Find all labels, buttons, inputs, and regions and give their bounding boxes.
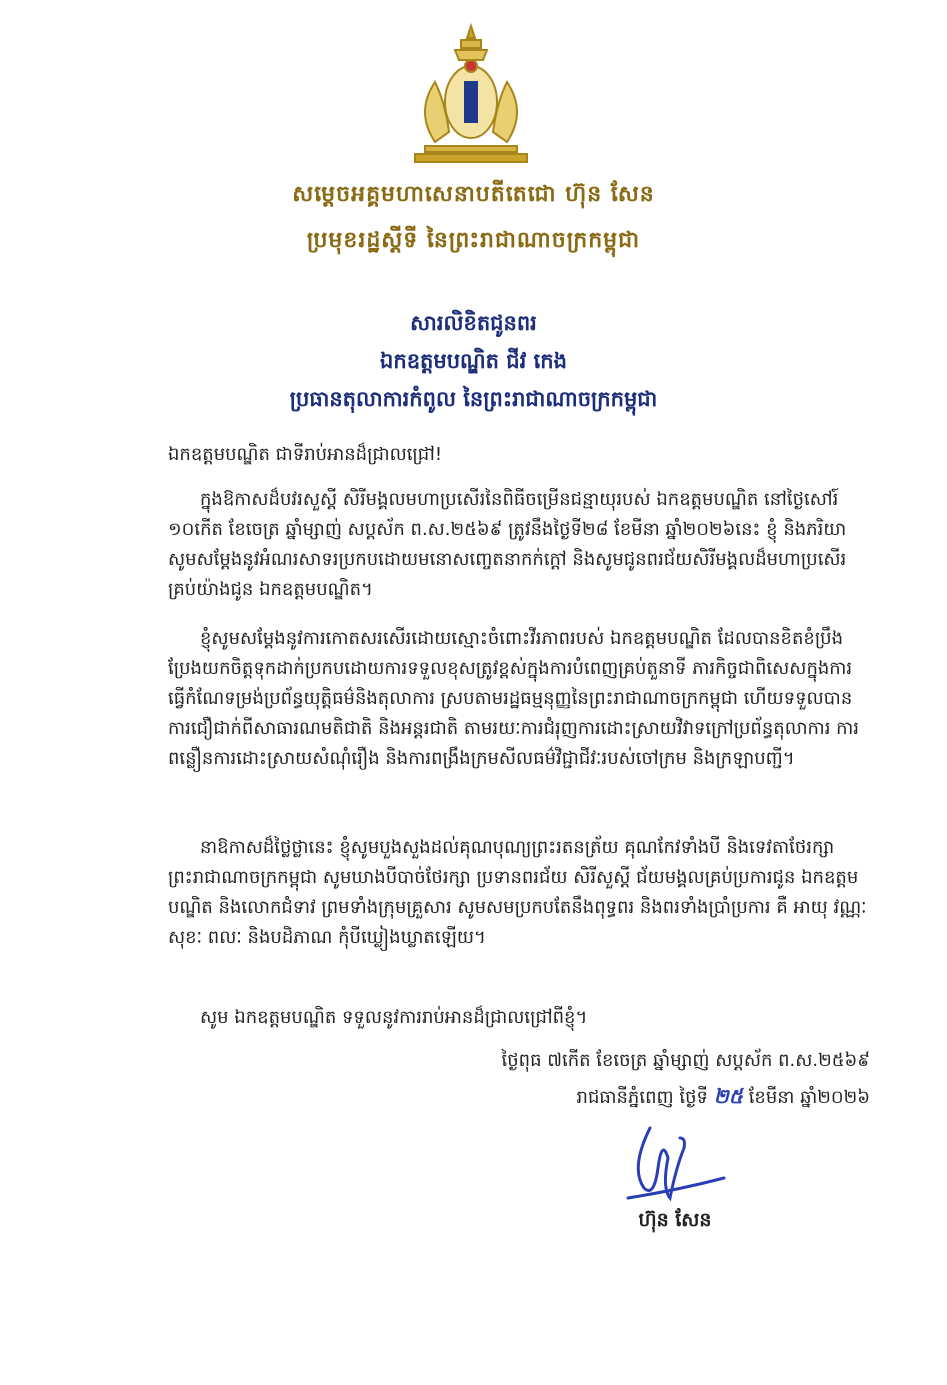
handwritten-day: ២៥ [713, 1084, 743, 1108]
paragraph-3: នាឱកាសដ៏ថ្លៃថ្លានេះ ខ្ញុំសូមបួងសួងដល់គុណបុណ្យព្រះរតនត្រ័យ គុណកែវទាំងបី និងទេវតាថែរក្សាព្រះរាជាណាចក្រកម្ពុជា សូមឃាងបីបាច់ថែរក្សា ប្រទានពរជ័យ សិរីសួស្តី ជ័យមង្គលគ្រប់ប្រការជូន ឯកឧត្តមបណ្ឌិត និងលោកជំទាវ ព្រមទាំងក្រុមគ្រួសារ សូមសមប្រកបតែនឹងពុទ្ធពរ និងពរទាំងប្រាំប្រការ គឺ អាយុ វណ្ណៈ សុខៈ ពលៈ និងបដិភាណ កុំបីឃ្លៀងឃ្លាតឡើយ។ [168, 837, 867, 948]
salutation: ឯកឧត្តមបណ្ឌិត ជាទីរាប់អានដ៏ជ្រាលជ្រៅ! [168, 444, 443, 465]
sender-title-line-1: សម្តេចអគ្គមហាសេនាបតីតេជោ ហ៊ុន សែន [292, 182, 655, 207]
royal-coat-of-arms-icon [395, 22, 547, 174]
place-prefix: រាជធានីភ្នំពេញ ថ្ងៃទី [576, 1087, 708, 1108]
place-and-date [400, 1083, 870, 1113]
sender-title-line-2: ប្រមុខរដ្ឋស្តីទី នៃព្រះរាជាណាចក្រកម្ពុជា [306, 228, 641, 253]
recipient-name: ឯកឧត្តមបណ្ឌិត ជីវ កេង [380, 349, 567, 373]
signature-icon [620, 1118, 730, 1208]
signatory-name: ហ៊ុន សែន [638, 1209, 712, 1231]
paragraph-2: ខ្ញុំសូមសម្តែងនូវការកោតសរសើរដោយស្មោះចំពោះវីរភាពរបស់ ឯកឧត្តមបណ្ឌិត ដែលបានខិតខំប្រឹងប្រែងយកចិត្តទុកដាក់ប្រកបដោយការទទួលខុសត្រូវខ្ពស់ក្នុងការបំពេញគ្រប់តួនាទី ភារកិច្ចជាពិសេសក្នុងការធ្វើកំណែទម្រង់ប្រព័ន្ធយុត្តិធម៌និងតុលាការ ស្របតាមរដ្ឋធម្មនុញ្ញនៃព្រះរាជាណាចក្រកម្ពុជា ហើយទទួលបានការជឿជាក់ពីសាធារណមតិជាតិ និងអន្តរជាតិ តាមរយៈការជំរុញការដោះស្រាយវិវាទក្រៅប្រព័ន្ធតុលាការ ការពន្លឿនការដោះស្រាយសំណុំរឿង និងការពង្រឹងក្រមសីលធម៌វិជ្ជាជីវៈរបស់ចៅក្រម និងក្រឡាបញ្ជី។ [168, 628, 859, 769]
closing-paragraph: សូម ឯកឧត្តមបណ្ឌិត ទទួលនូវការរាប់អានដ៏ជ្រាលជ្រៅពីខ្ញុំ។ [200, 1007, 588, 1028]
letter-title: សារលិខិតជូនពរ [410, 311, 537, 335]
place-suffix: ខែមីនា ឆ្នាំ២០២៦ [748, 1087, 870, 1108]
recipient-position: ប្រធានតុលាការកំពូល នៃព្រះរាជាណាចក្រកម្ពុជា [289, 387, 658, 411]
lunar-date: ថ្ងៃពុធ ៧កើត ខែចេត្រ ឆ្នាំម្សាញ់ សប្តស័ក ព.ស.២៥៦៩ [501, 1050, 870, 1071]
paragraph-1: ក្នុងឱកាសដ៏បវរសួស្តី សិរីមង្គលមហាប្រសើរនៃពិធីចម្រើនជន្មាយុរបស់ ឯកឧត្តមបណ្ឌិត នៅថ្ងៃសៅរ៍ ១០កើត ខែចេត្រ ឆ្នាំម្សាញ់ សប្តស័ក ព.ស.២៥៦៩ ត្រូវនឹងថ្ងៃទី២៨ ខែមីនា ឆ្នាំ២០២៦នេះ ខ្ញុំ និងភរិយា សូមសម្តែងនូវអំណរសាទរប្រកបដោយមនោសញ្ចេតនាកក់ក្តៅ និងសូមជូនពរជ័យសិរីមង្គលដ៏មហាប្រសើរគ្រប់យ៉ាងជូន ឯកឧត្តមបណ្ឌិត។ [168, 489, 847, 600]
